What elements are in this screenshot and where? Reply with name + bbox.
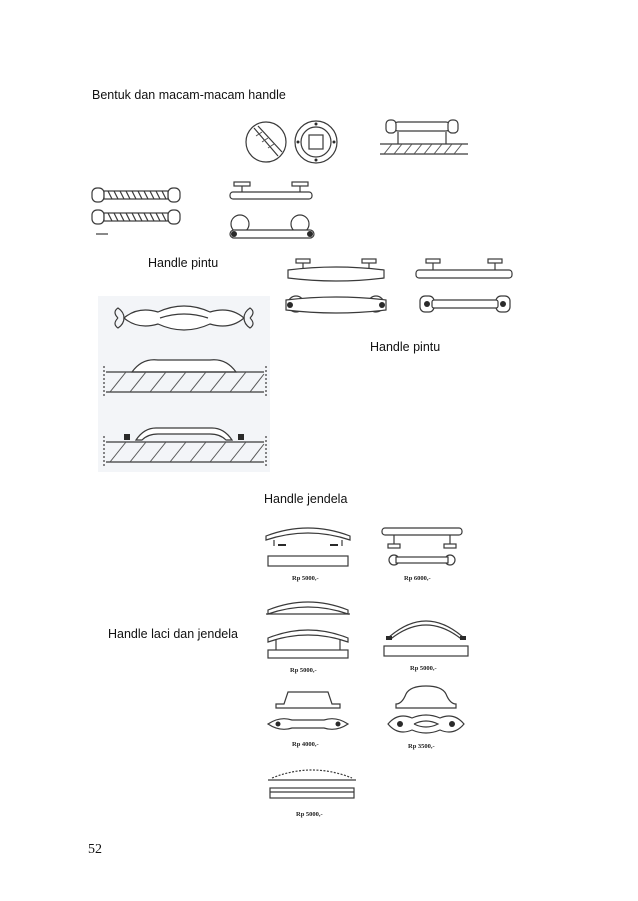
price-label: Rp 5000,- — [290, 667, 317, 674]
price-label: Rp 5000,- — [296, 811, 323, 818]
price-label: Rp 6000,- — [404, 575, 431, 582]
drawer-handle-2 — [380, 520, 466, 584]
pull-handle-pair-3 — [412, 256, 522, 326]
caption-window-handle: Handle jendela — [264, 492, 348, 506]
drawer-handle-7 — [262, 758, 362, 824]
price-label: Rp 5000,- — [410, 665, 437, 672]
twisted-bar-handle — [88, 182, 188, 242]
price-label: Rp 3500,- — [408, 743, 435, 750]
drawer-handle-6 — [380, 682, 472, 752]
price-label: Rp 4000,- — [292, 741, 319, 748]
page-number: 52 — [88, 842, 102, 857]
caption-drawer-window-handle: Handle laci dan jendela — [108, 627, 238, 641]
round-knob-illustration — [244, 118, 344, 170]
bar-handle-top-right — [380, 112, 470, 158]
price-label: Rp 5000,- — [292, 575, 319, 582]
pull-handle-pair-2 — [282, 256, 392, 326]
page-title: Bentuk dan macam-macam handle — [92, 88, 286, 102]
drawer-handle-4 — [380, 608, 472, 676]
drawer-handle-1 — [262, 522, 354, 584]
pull-handle-pair-1 — [226, 178, 326, 248]
drawer-handle-3 — [262, 592, 354, 676]
drawer-handle-5 — [262, 686, 354, 752]
caption-door-handle-2: Handle pintu — [370, 340, 441, 354]
caption-door-handle-1: Handle pintu — [148, 256, 219, 270]
window-handle-illustration — [98, 296, 270, 472]
